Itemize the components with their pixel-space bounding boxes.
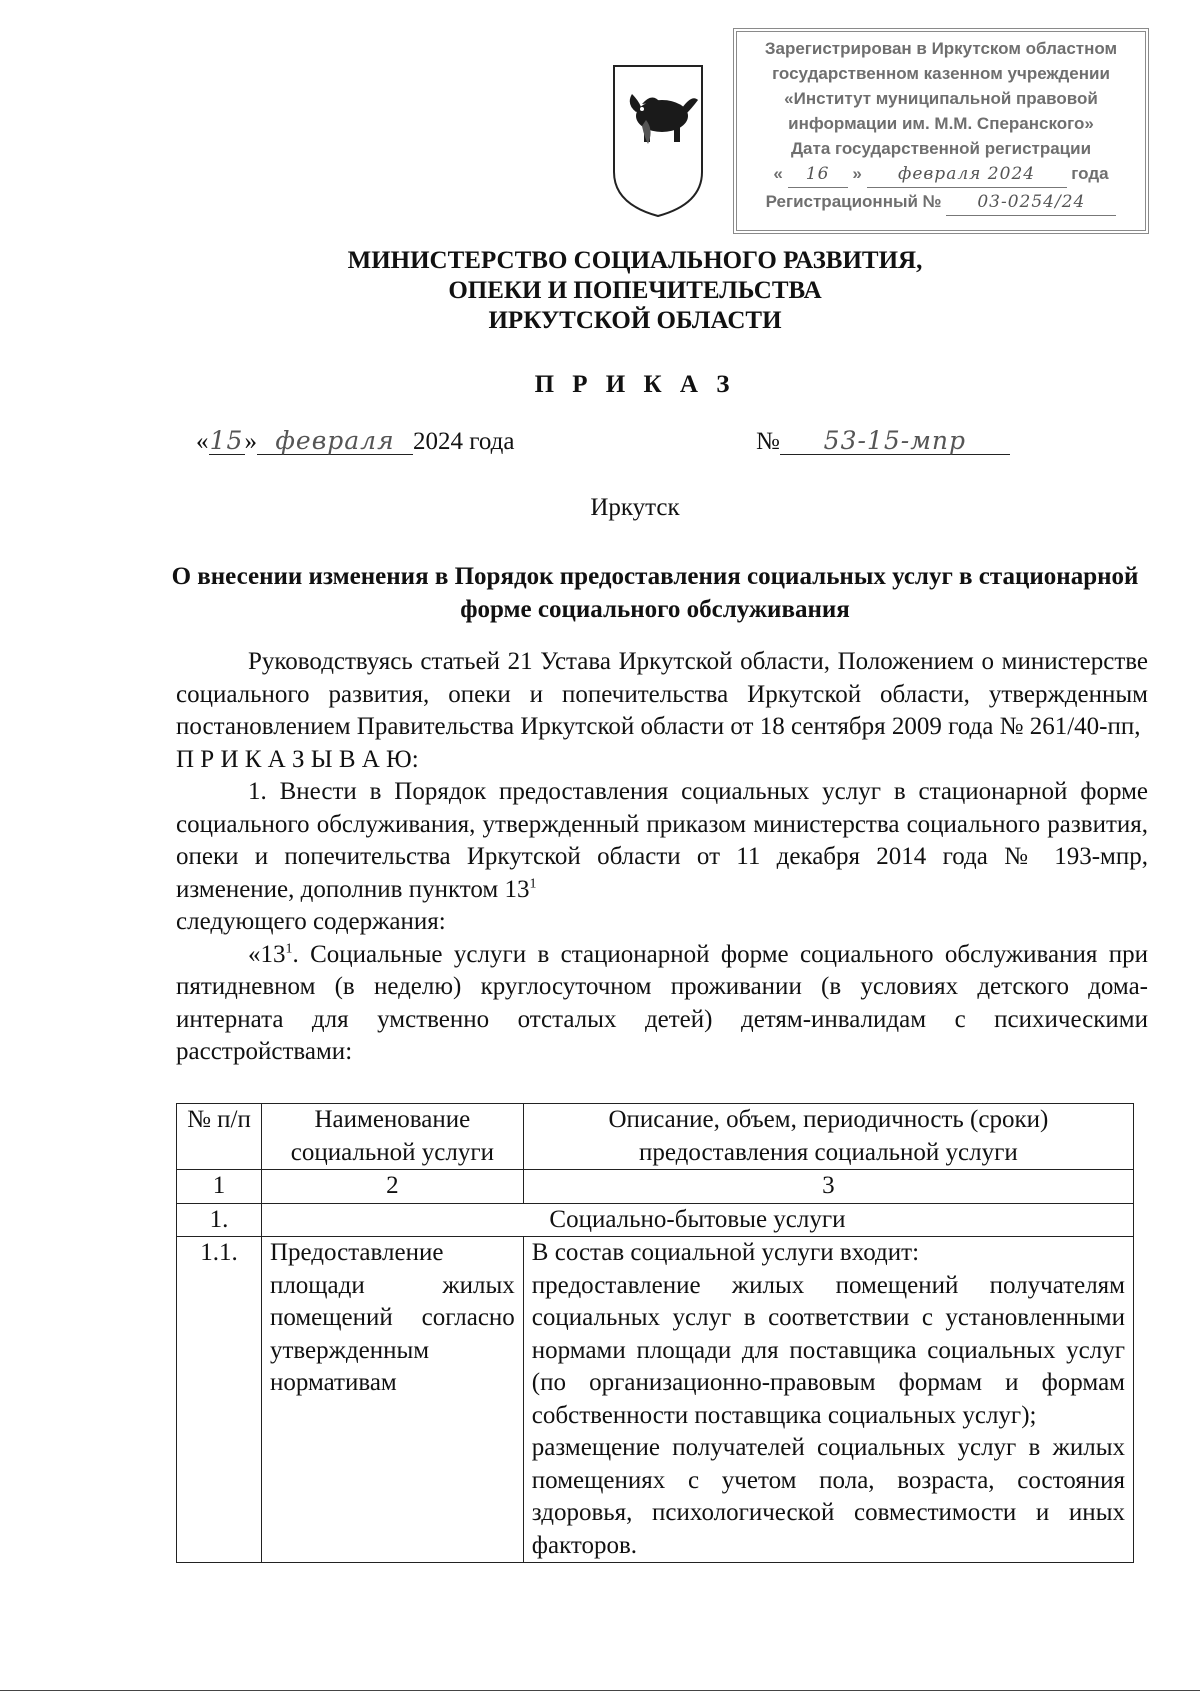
prikazyvayu: П Р И К А З Ы В А Ю: bbox=[176, 745, 419, 773]
ministry-line: МИНИСТЕРСТВО СОЦИАЛЬНОГО РАЗВИТИЯ, bbox=[347, 247, 923, 274]
number-cell: 3 bbox=[523, 1170, 1133, 1204]
ministry-line: ОПЕКИ И ПОПЕЧИТЕЛЬСТВА bbox=[448, 277, 822, 304]
stamp-reg-label: Регистрационный № bbox=[765, 192, 942, 211]
order-month: февраля bbox=[257, 428, 413, 455]
stamp-date-suffix: года bbox=[1071, 164, 1109, 183]
page-bottom-rule bbox=[0, 1690, 1200, 1691]
stamp-date-day: 16 bbox=[788, 161, 848, 188]
stamp-date-open: « bbox=[773, 164, 783, 183]
paragraph-item-13-1 bbox=[176, 939, 1148, 1069]
stamp-line: Зарегистрирован в Иркутском областном bbox=[764, 39, 1118, 58]
stamp-date-month-year: февраля 2024 bbox=[867, 161, 1067, 188]
table-numbers-row bbox=[177, 1170, 1134, 1204]
stamp-line: информации им. М.М. Сперанского» bbox=[788, 114, 1094, 133]
document-title: О внесении изменения в Порядок предоставления социальных услуг в стационарной форме социального обслуживания bbox=[171, 563, 1139, 623]
item-13-sup: 1 bbox=[285, 941, 293, 957]
date-close-quote: » bbox=[244, 428, 257, 455]
item-1-text: 1. Внести в Порядок предоставления социальных услуг в стационарной форме социального обслуживания, утвержденный приказом министерства социального развития, опеки и попечительства Иркутской области от 11 декабря 2014 года № 193-мпр, изменение, дополнив пунктом 13 bbox=[176, 778, 1148, 903]
order-number-group bbox=[756, 428, 1010, 456]
table-row bbox=[177, 1237, 1134, 1563]
description-line: размещение получателей социальных услуг в жилых помещениях с учетом пола, возраста, состояния здоровья, психологической совместимости и иных факторов. bbox=[531, 1434, 1125, 1559]
stamp-line: государственном казенном учреждении bbox=[772, 64, 1110, 83]
section-number: 1. bbox=[177, 1203, 262, 1237]
number-cell: 1 bbox=[177, 1170, 262, 1204]
description-line: В состав социальной услуги входит: bbox=[531, 1239, 920, 1266]
service-name bbox=[261, 1237, 523, 1563]
stamp-reg-row bbox=[737, 189, 1145, 217]
section-title: Социально-бытовые услуги bbox=[261, 1203, 1133, 1237]
stamp-reg-number: 03-0254/24 bbox=[946, 189, 1116, 216]
services-table bbox=[176, 1103, 1134, 1563]
stamp-date-row bbox=[737, 161, 1145, 189]
item-13-text: . Социальные услуги в стационарной форме социального обслуживания при пятидневном (в неделю) круглосуточном проживании (в условиях детского дома-интерната для умственно отсталых детей) детям-инвалидам с психическими расстройствами: bbox=[176, 940, 1148, 1065]
coat-of-arms bbox=[612, 64, 704, 218]
coat-of-arms-icon bbox=[612, 64, 704, 218]
ministry-heading bbox=[90, 246, 1180, 336]
registration-stamp bbox=[733, 28, 1149, 234]
service-name-text: Предоставление площади жилых помещений согласно утвержденным нормативам bbox=[269, 1239, 515, 1396]
paragraph-item-1 bbox=[176, 776, 1148, 906]
order-title: П Р И К А З bbox=[534, 371, 736, 398]
row-number: 1.1. bbox=[177, 1237, 262, 1563]
order-number: 53-15-мпр bbox=[780, 428, 1010, 455]
header-cell: Описание, объем, периодичность (сроки) предоставления социальной услуги bbox=[523, 1104, 1133, 1170]
paragraph-basis: Руководствуясь статьей 21 Устава Иркутской области, Положением о министерстве социального развития, опеки и попечительства Иркутской области, утвержденным постановлением Правительства Иркутской области от 18 сентября 2009 года № 261/40-пп, bbox=[176, 648, 1148, 740]
number-sign: № bbox=[756, 428, 780, 455]
table-section-row bbox=[177, 1203, 1134, 1237]
order-day: 15 bbox=[209, 426, 244, 455]
stamp-line: «Институт муниципальной правовой bbox=[784, 89, 1098, 108]
number-cell: 2 bbox=[261, 1170, 523, 1204]
body-text bbox=[176, 646, 1148, 1069]
date-open-quote: « bbox=[196, 428, 209, 455]
header-cell: Наименование социальной услуги bbox=[261, 1104, 523, 1170]
item-1-sup: 1 bbox=[529, 876, 537, 892]
paragraph-item-1-tail: следующего содержания: bbox=[176, 908, 446, 935]
table-header-row bbox=[177, 1104, 1134, 1170]
header-cell: № п/п bbox=[177, 1104, 262, 1170]
city: Иркутск bbox=[590, 494, 680, 521]
description-line: предоставление жилых помещений получателям социальных услуг в соответствии с установленными нормами площади для поставщика социальных услуг (по организационно-правовым формам и формам собственности поставщика социальных услуг); bbox=[531, 1271, 1125, 1429]
service-description bbox=[523, 1237, 1133, 1563]
date-number-row bbox=[196, 428, 1126, 456]
stamp-line: Дата государственной регистрации bbox=[790, 139, 1092, 158]
stamp-date-close: » bbox=[852, 164, 862, 183]
ministry-line: ИРКУТСКОЙ ОБЛАСТИ bbox=[488, 307, 782, 334]
item-13-start: «13 bbox=[248, 940, 286, 968]
order-year: 2024 года bbox=[413, 428, 515, 455]
